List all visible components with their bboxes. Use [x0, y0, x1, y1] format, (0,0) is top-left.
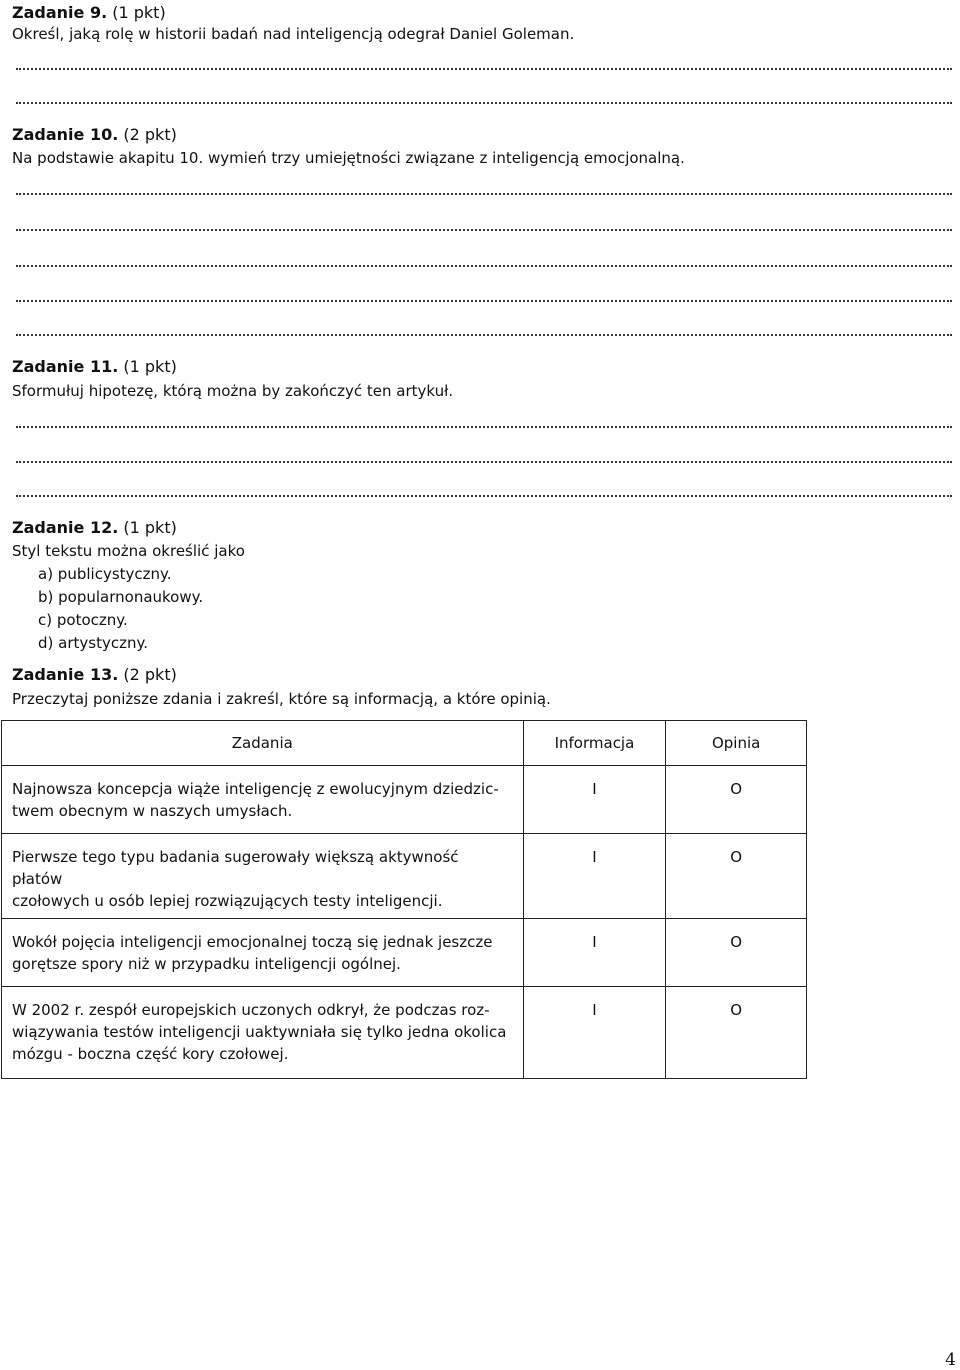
q13-question: Przeczytaj poniższe zdania i zakreśl, które są informacją, a które opinią. [12, 690, 551, 708]
table-header-row [2, 721, 807, 766]
page-number: 4 [945, 1350, 956, 1370]
info-opinion-table [1, 720, 807, 1079]
q9-heading [12, 2, 166, 24]
statement-line: Pierwsze tego typu badania sugerowały większą aktywność płatów [12, 848, 459, 888]
q11-title: Zadanie 11. [12, 357, 119, 376]
q12-heading [12, 517, 177, 539]
q12-option-a[interactable]: a) publicystyczny. [38, 565, 172, 583]
statement-line: W 2002 r. zespół europejskich uczonych odkrył, że podczas roz- [12, 1001, 490, 1019]
q11-question: Sformułuj hipotezę, którą można by zakończyć ten artykuł. [12, 382, 454, 400]
statement-line: wiązywania testów inteligencji uaktywniała się tylko jedna okolica [12, 1023, 507, 1041]
answer-line[interactable] [16, 229, 952, 231]
table-row [2, 834, 807, 919]
answer-line[interactable] [16, 426, 952, 428]
opinion-choice[interactable]: O [666, 987, 807, 1079]
answer-line[interactable] [16, 102, 952, 104]
col-header-statements: Zadania [2, 721, 524, 766]
statement-cell [2, 919, 524, 987]
q12-option-b[interactable]: b) popularnonaukowy. [38, 588, 204, 606]
q12-option-d[interactable]: d) artystyczny. [38, 634, 148, 652]
q13-title: Zadanie 13. [12, 665, 119, 684]
q9-question: Określ, jaką rolę w historii badań nad inteligencją odegrał Daniel Goleman. [12, 25, 575, 43]
info-choice[interactable]: I [523, 919, 666, 987]
q13-heading [12, 664, 177, 686]
statement-cell [2, 987, 524, 1079]
q10-points: (2 pkt) [123, 125, 177, 144]
info-choice[interactable]: I [523, 766, 666, 834]
table-row [2, 987, 807, 1079]
statement-line: Najnowsza koncepcja wiąże inteligencję z ewolucyjnym dziedzic- [12, 780, 499, 798]
q10-heading [12, 124, 177, 146]
opinion-choice[interactable]: O [666, 834, 807, 919]
info-choice[interactable]: I [523, 987, 666, 1079]
info-choice[interactable]: I [523, 834, 666, 919]
answer-line[interactable] [16, 334, 952, 336]
statement-cell [2, 766, 524, 834]
table-row [2, 919, 807, 987]
answer-line[interactable] [16, 300, 952, 302]
answer-line[interactable] [16, 461, 952, 463]
statement-line: czołowych u osób lepiej rozwiązujących testy inteligencji. [12, 892, 443, 910]
col-header-information: Informacja [523, 721, 666, 766]
opinion-choice[interactable]: O [666, 766, 807, 834]
q13-points: (2 pkt) [123, 665, 177, 684]
statement-line: Wokół pojęcia inteligencji emocjonalnej toczą się jednak jeszcze [12, 933, 493, 951]
answer-line[interactable] [16, 495, 952, 497]
q12-points: (1 pkt) [123, 518, 177, 537]
q10-question: Na podstawie akapitu 10. wymień trzy umiejętności związane z inteligencją emocjonalną. [12, 149, 685, 167]
q11-heading [12, 356, 177, 378]
statement-line: gorętsze spory niż w przypadku inteligencji ogólnej. [12, 955, 401, 973]
q12-option-c[interactable]: c) potoczny. [38, 611, 128, 629]
table-row [2, 766, 807, 834]
statement-line: mózgu - boczna część kory czołowej. [12, 1045, 289, 1063]
q9-title: Zadanie 9. [12, 3, 108, 22]
answer-line[interactable] [16, 193, 952, 195]
q11-points: (1 pkt) [123, 357, 177, 376]
q12-title: Zadanie 12. [12, 518, 119, 537]
q10-title: Zadanie 10. [12, 125, 119, 144]
opinion-choice[interactable]: O [666, 919, 807, 987]
answer-line[interactable] [16, 265, 952, 267]
statement-cell [2, 834, 524, 919]
col-header-opinion: Opinia [666, 721, 807, 766]
answer-line[interactable] [16, 68, 952, 70]
q9-points: (1 pkt) [112, 3, 166, 22]
q12-question: Styl tekstu można określić jako [12, 542, 245, 560]
statement-line: twem obecnym w naszych umysłach. [12, 802, 293, 820]
